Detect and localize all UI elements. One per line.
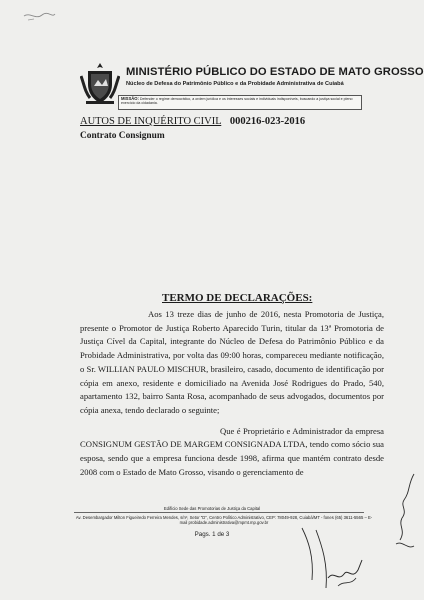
case-reference: [80, 116, 305, 127]
declaration-paragraph-1: Aos 13 treze dias de junho de 2016, nesta Promotoria de Justiça, presente o Promotor de Justiça Roberto Aparecido Turin, titular da 13ª Promotoria de Justiça Cível da Capital, integrante do Núcleo de Defesa do Patrimônio Público e da Probidade Administrativa, por volta das 09:00 horas, compareceu mediante notificação, o Sr. WILLIAN PAULO MISCHUR, brasileiro, casado, documento de identificação por cópia em anexo, residente e domiciliado na Avenida José Rodrigues do Prado, 540, apartamento 132, bairro Santa Rosa, acompanhado de seus advogados, documentos por cópia anexa, tendo declarado o seguinte;: [80, 309, 384, 415]
handwritten-initials: [388, 470, 422, 570]
footer-divider: [74, 512, 364, 513]
organization-subtitle: Núcleo de Defesa do Patrimônio Público e da Probidade Administrativa de Cuiabá: [126, 81, 344, 87]
footer-address: Av. Desembargador Milton Figueiredo Ferreira Mendes, s/nº, Setor "D", Centro Político Administrativo, CEP: 78049-928, Cuiabá/MT - fones (65) 3611-5565 – E-mail probidade.administrativa@mpmt.mp.gov.br: [75, 515, 373, 526]
mission-text: Defender o regime democrático, a ordem jurídica e os interesses sociais e individuais indisponíveis, buscando a justiça social e pleno exercício da cidadania.: [121, 97, 353, 106]
handwritten-signature: [298, 520, 368, 590]
case-subject: Contrato Consignum: [80, 131, 165, 141]
mission-label: MISSÃO:: [121, 96, 139, 101]
state-coat-of-arms-icon: [80, 62, 120, 106]
handwritten-mark: [22, 10, 56, 24]
footer-building-line: Edifício Sede das Promotorias de Justiça da Capital: [163, 506, 261, 511]
case-number: 000216-023-2016: [229, 116, 306, 127]
declaration-title: TERMO DE DECLARAÇÕES:: [162, 292, 313, 304]
case-label: AUTOS DE INQUÉRITO CIVIL: [80, 116, 222, 127]
page-number: Pags. 1 de 3: [194, 531, 230, 538]
declaration-body: [80, 308, 384, 479]
organization-title: MINISTÉRIO PÚBLICO DO ESTADO DE MATO GROSSO: [126, 66, 424, 78]
mission-statement-box: [118, 95, 362, 110]
declaration-paragraph-2: Que é Proprietário e Administrador da empresa CONSIGNUM GESTÃO DE MARGEM CONSIGNADA LTDA, tendo como sócio sua esposa, sendo que a empresa funciona desde 1998, afirma que mantém contrato desde 2008 com o Estado de Mato Grosso, visando o gerenciamento de: [80, 425, 384, 477]
